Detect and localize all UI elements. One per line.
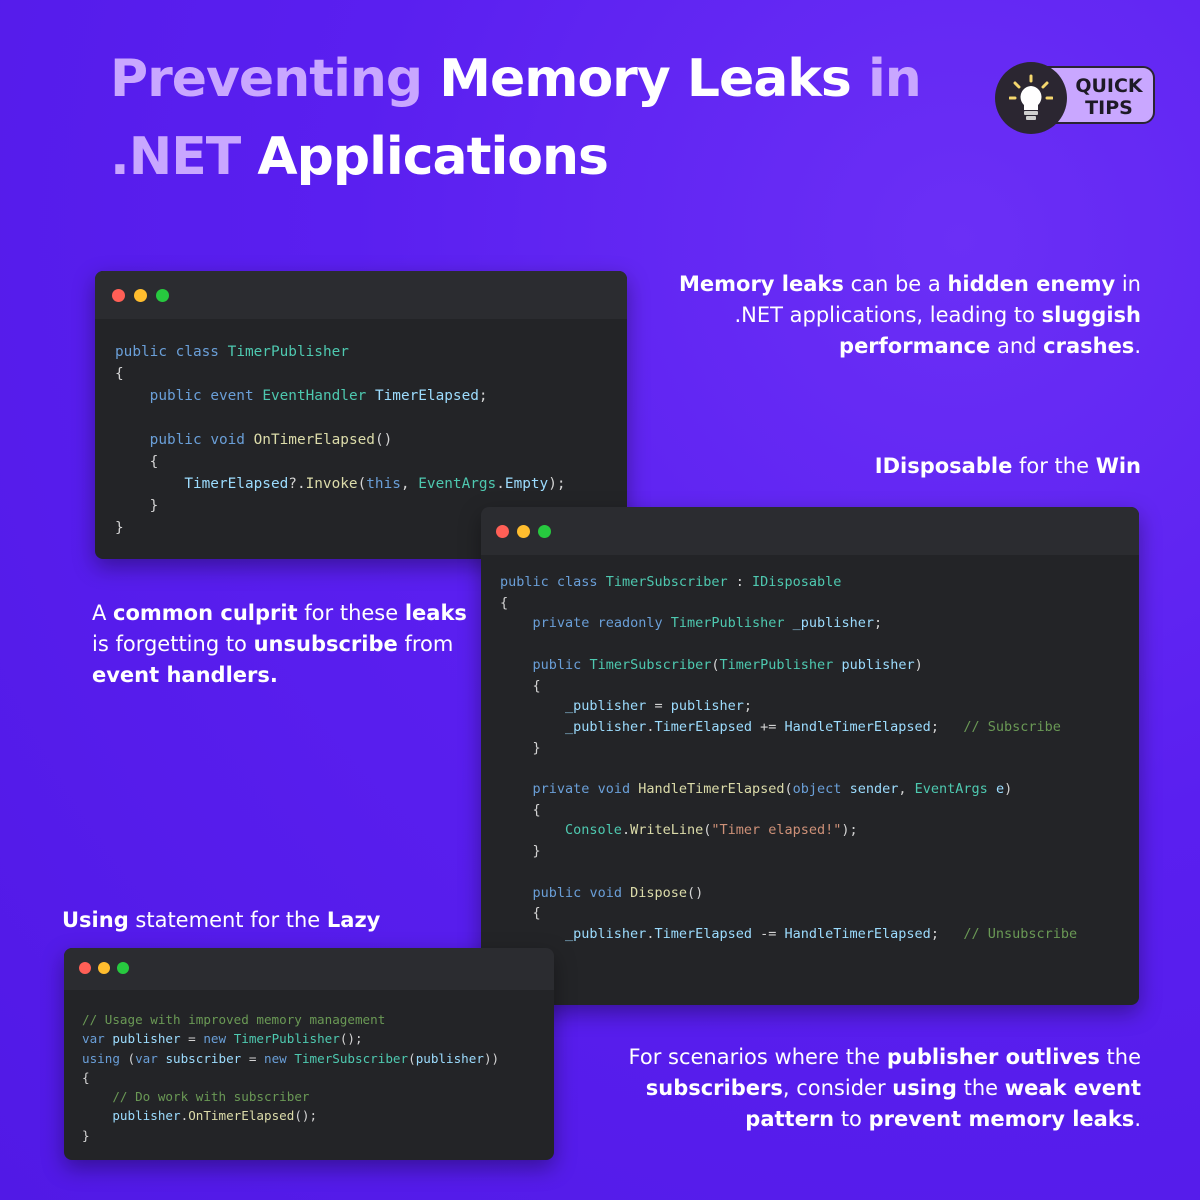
code-line: using (var subscriber = new TimerSubscriber(publisher)) xyxy=(82,1050,500,1066)
code-line: } xyxy=(500,843,541,860)
code-line: private readonly TimerPublisher _publisher; xyxy=(532,615,883,632)
window-titlebar xyxy=(64,948,554,990)
code-line: // Do work with subscriber xyxy=(112,1089,310,1105)
intro-text: Memory leaks can be a hidden enemy in .NET applications, leading to sluggish performance and crashes. xyxy=(679,272,1141,358)
culprit-text: A common culprit for these leaks is forgetting to unsubscribe from event handlers. xyxy=(92,601,467,687)
code-line: publisher.OnTimerElapsed(); xyxy=(112,1108,318,1124)
code-line: { xyxy=(500,677,541,694)
code-line xyxy=(500,634,1139,655)
code-line: } xyxy=(500,739,541,756)
window-titlebar xyxy=(95,271,627,319)
code-line: { xyxy=(82,1069,90,1085)
code-line xyxy=(115,407,627,429)
weak-event-text: For scenarios where the publisher outlives the subscribers, consider using the weak event pattern to prevent memory leaks. xyxy=(628,1045,1141,1131)
code-window-using xyxy=(64,948,554,1160)
close-dot-icon xyxy=(496,525,509,538)
title-word: Memory Leaks xyxy=(439,49,851,109)
code-block xyxy=(95,319,627,539)
code-line: TimerElapsed?.Invoke(this, EventArgs.Empty); xyxy=(184,476,566,492)
badge-line: QUICK xyxy=(1075,75,1143,97)
badge-line: TIPS xyxy=(1085,97,1133,119)
code-line: public void OnTimerElapsed() xyxy=(149,432,393,448)
code-line xyxy=(500,758,1139,779)
code-line: } xyxy=(115,498,159,514)
title-word: .NET xyxy=(110,127,241,187)
code-line: { xyxy=(500,594,509,611)
maximize-dot-icon xyxy=(117,962,129,974)
code-line: _publisher.TimerElapsed += HandleTimerElapsed; // Subscribe xyxy=(565,718,1061,735)
code-block xyxy=(64,990,554,1145)
title-word: Preventing xyxy=(110,49,423,109)
idisposable-heading: IDisposable for the Win xyxy=(874,454,1141,478)
quick-tips-badge xyxy=(995,62,1161,128)
minimize-dot-icon xyxy=(98,962,110,974)
code-line: } xyxy=(82,1127,90,1143)
code-line xyxy=(500,862,1139,883)
code-block xyxy=(481,555,1139,945)
title-word: Applications xyxy=(257,127,609,187)
lightbulb-icon xyxy=(995,62,1067,134)
maximize-dot-icon xyxy=(538,525,551,538)
page-title xyxy=(110,40,921,196)
code-line: private void HandleTimerElapsed(object sender, EventArgs e) xyxy=(532,781,1013,798)
code-line: { xyxy=(500,801,541,818)
window-titlebar xyxy=(481,507,1139,555)
using-heading: Using statement for the Lazy xyxy=(62,908,381,932)
code-line: var publisher = new TimerPublisher(); xyxy=(82,1031,363,1047)
title-word: in xyxy=(867,49,921,109)
code-line: { xyxy=(115,366,124,382)
code-line: } xyxy=(115,520,124,536)
code-line: Console.WriteLine("Timer elapsed!"); xyxy=(565,822,858,839)
minimize-dot-icon xyxy=(517,525,530,538)
code-line: public class TimerSubscriber : IDisposable xyxy=(500,574,842,590)
code-line: public TimerSubscriber(TimerPublisher publisher) xyxy=(532,656,923,673)
code-line: public void Dispose() xyxy=(532,884,704,901)
maximize-dot-icon xyxy=(156,289,169,302)
code-line: { xyxy=(115,454,159,470)
code-line: _publisher.TimerElapsed -= HandleTimerElapsed; // Unsubscribe xyxy=(565,925,1078,942)
code-line: public event EventHandler TimerElapsed; xyxy=(149,388,488,404)
code-line: // Usage with improved memory management xyxy=(82,1012,386,1027)
code-line: public class TimerPublisher xyxy=(115,344,349,360)
close-dot-icon xyxy=(79,962,91,974)
code-window-subscriber xyxy=(481,507,1139,1005)
code-line: { xyxy=(500,905,541,922)
close-dot-icon xyxy=(112,289,125,302)
code-line: _publisher = publisher; xyxy=(565,698,752,715)
minimize-dot-icon xyxy=(134,289,147,302)
